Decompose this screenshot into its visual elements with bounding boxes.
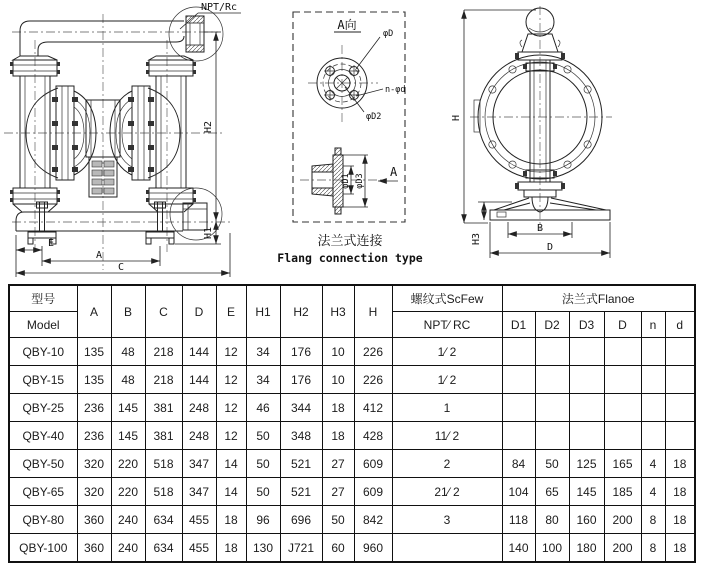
dim-h2-cell: 176 (280, 366, 322, 394)
dim-c-cell: 634 (145, 506, 182, 534)
flange-d-small-cell: 18 (665, 506, 695, 534)
flange-n-cell: 8 (641, 506, 665, 534)
centerlines (470, 6, 612, 230)
flange-d3-cell (569, 338, 604, 366)
dim-h1-cell: 96 (246, 506, 280, 534)
dimension-lines (464, 10, 610, 258)
dim-h3-cell: 18 (322, 394, 354, 422)
dim-e-cell: 18 (216, 506, 246, 534)
a-direction-label: A (390, 165, 398, 179)
right-column (146, 56, 196, 212)
side-view-drawing (450, 0, 705, 283)
model-cell: QBY-65 (9, 478, 77, 506)
dim-e-cell: 12 (216, 366, 246, 394)
dim-label-b: B (536, 223, 544, 234)
flange-d2-cell (535, 338, 569, 366)
flange-d1-cell (502, 394, 535, 422)
dim-h-cell: 412 (354, 394, 392, 422)
label-phi-d2: φD2 (366, 112, 382, 122)
top-manifold-pipe (20, 21, 184, 56)
flange-d-small-cell (665, 338, 695, 366)
flange-n-cell (641, 338, 665, 366)
flange-d-small-cell: 18 (665, 450, 695, 478)
dim-h-cell: 226 (354, 366, 392, 394)
flange-d3-cell (569, 394, 604, 422)
dim-h-cell: 609 (354, 478, 392, 506)
dim-c-cell: 518 (145, 478, 182, 506)
flange-d3-cell: 125 (569, 450, 604, 478)
dim-b-cell: 48 (111, 366, 145, 394)
npt-cell: 1⁄ 2 (392, 366, 502, 394)
dim-h1-cell: 50 (246, 478, 280, 506)
dim-h2-cell: 521 (280, 478, 322, 506)
dim-label-h3: H3 (471, 232, 482, 246)
npt-cell: 1 (392, 394, 502, 422)
leader-n-phi-d (356, 89, 383, 96)
header-flange-group: 法兰式Flanoe (502, 285, 695, 312)
dim-a-cell: 135 (77, 338, 111, 366)
header-model-cn: 型号 (9, 285, 77, 312)
table-row (9, 338, 695, 366)
flange-d2-cell (535, 394, 569, 422)
flange-d1-cell (502, 422, 535, 450)
dim-h3-cell: 27 (322, 478, 354, 506)
dim-h1-cell: 50 (246, 422, 280, 450)
header-dim-c: C (145, 285, 182, 338)
outlet-ball (515, 8, 565, 60)
dim-e-cell: 12 (216, 338, 246, 366)
dim-c-cell: 218 (145, 366, 182, 394)
flange-d-cell (604, 394, 641, 422)
dim-h1-cell: 34 (246, 366, 280, 394)
flange-d1-cell: 118 (502, 506, 535, 534)
dim-h3-cell: 10 (322, 366, 354, 394)
table-row (9, 478, 695, 506)
dim-h2-cell: 176 (280, 338, 322, 366)
flange-d3-cell (569, 422, 604, 450)
dim-h1-cell: 46 (246, 394, 280, 422)
model-cell: QBY-80 (9, 506, 77, 534)
label-phi-d1: φD1 (341, 173, 351, 189)
dim-h-cell: 428 (354, 422, 392, 450)
header-model-en: Model (9, 312, 77, 338)
dim-b-cell: 220 (111, 450, 145, 478)
label-phi-d3: φD3 (355, 173, 365, 189)
table-header (9, 285, 695, 338)
flange-view-drawing (250, 0, 455, 283)
dim-h2-cell: 344 (280, 394, 322, 422)
model-cell: QBY-25 (9, 394, 77, 422)
flange-d2-cell (535, 422, 569, 450)
flange-d-cell: 165 (604, 450, 641, 478)
dim-c-cell: 218 (145, 338, 182, 366)
flange-d1-cell (502, 338, 535, 366)
flange-d-cell (604, 338, 641, 366)
detail-frame (293, 12, 405, 222)
header-flange-d2: D2 (535, 312, 569, 338)
flange-d-cell (604, 422, 641, 450)
dim-h1-cell: 50 (246, 450, 280, 478)
dim-d-cell: 347 (182, 450, 216, 478)
flange-d3-cell (569, 366, 604, 394)
dim-e-cell: 12 (216, 394, 246, 422)
flange-n-cell (641, 394, 665, 422)
header-dim-b: B (111, 285, 145, 338)
npt-cell: 21⁄ 2 (392, 478, 502, 506)
dim-d-cell: 347 (182, 478, 216, 506)
flange-d-small-cell (665, 366, 695, 394)
flange-d1-cell: 84 (502, 450, 535, 478)
flange-d-cell: 200 (604, 534, 641, 563)
header-dim-h1: H1 (246, 285, 280, 338)
dim-e-cell: 14 (216, 450, 246, 478)
flange-d-small-cell (665, 394, 695, 422)
table-row (9, 366, 695, 394)
table-row (9, 450, 695, 478)
dim-a-cell: 360 (77, 506, 111, 534)
flange-d-small-cell (665, 422, 695, 450)
flange-d2-cell: 50 (535, 450, 569, 478)
dim-h-cell: 842 (354, 506, 392, 534)
dim-a-cell: 320 (77, 478, 111, 506)
dim-d-cell: 455 (182, 506, 216, 534)
model-cell: QBY-40 (9, 422, 77, 450)
dim-h3-cell: 18 (322, 422, 354, 450)
npt-cell: 2 (392, 450, 502, 478)
dim-label-c: C (117, 262, 125, 273)
flange-n-cell (641, 422, 665, 450)
header-dim-h: H (354, 285, 392, 338)
flange-d2-cell: 65 (535, 478, 569, 506)
dim-c-cell: 381 (145, 422, 182, 450)
header-flange-d1: D1 (502, 312, 535, 338)
flange-n-cell: 4 (641, 450, 665, 478)
dim-d-cell: 144 (182, 366, 216, 394)
header-dim-a: A (77, 285, 111, 338)
npt-label: NPT/Rc (200, 2, 238, 13)
table-row (9, 422, 695, 450)
dim-b-cell: 145 (111, 394, 145, 422)
dim-a-cell: 360 (77, 534, 111, 563)
flange-d2-cell: 80 (535, 506, 569, 534)
dim-a-cell: 236 (77, 422, 111, 450)
dim-h-cell: 609 (354, 450, 392, 478)
dim-a-cell: 236 (77, 394, 111, 422)
npt-cell: 3 (392, 506, 502, 534)
dim-h2-cell: 521 (280, 450, 322, 478)
header-flange-d3: D3 (569, 312, 604, 338)
dim-h2-cell: 348 (280, 422, 322, 450)
flange-d1-cell: 104 (502, 478, 535, 506)
dim-b-cell: 48 (111, 338, 145, 366)
caption-chinese: 法兰式连接 (317, 234, 383, 249)
flange-d2-cell (535, 366, 569, 394)
flange-d-small-cell: 18 (665, 478, 695, 506)
npt-cell: 11⁄ 2 (392, 422, 502, 450)
dim-h1-cell: 130 (246, 534, 280, 563)
header-dim-d: D (182, 285, 216, 338)
dim-d-cell: 248 (182, 422, 216, 450)
flange-d3-cell: 160 (569, 506, 604, 534)
dim-label-h2: H2 (203, 120, 214, 134)
npt-cell: 1⁄ 2 (392, 338, 502, 366)
header-dim-h3: H3 (322, 285, 354, 338)
label-n-phi-d: n-φd (385, 85, 406, 95)
flange-d1-cell: 140 (502, 534, 535, 563)
header-screw-group: 螺纹式ScFew (392, 285, 502, 312)
dim-e-cell: 14 (216, 478, 246, 506)
npt-cell (392, 534, 502, 563)
caption-english: Flang connection type (277, 251, 423, 265)
header-flange-d: D (604, 312, 641, 338)
npt-leader-line (180, 13, 241, 29)
table-row (9, 534, 695, 563)
detail-circle-bottom (170, 188, 222, 240)
dim-c-cell: 518 (145, 450, 182, 478)
dim-c-cell: 381 (145, 394, 182, 422)
header-dim-h2: H2 (280, 285, 322, 338)
dim-d-cell: 455 (182, 534, 216, 563)
dim-label-a: A (95, 250, 103, 261)
dim-a-cell: 320 (77, 450, 111, 478)
dim-h3-cell: 60 (322, 534, 354, 563)
flange-d2-cell: 100 (535, 534, 569, 563)
flange-d-small-cell: 18 (665, 534, 695, 563)
dim-h-cell: 226 (354, 338, 392, 366)
leader-phi-d (356, 37, 380, 69)
label-phi-d: φD (383, 29, 394, 39)
dim-h2-cell: J721 (280, 534, 322, 563)
dim-label-h: H (451, 114, 462, 122)
dimension-table (8, 284, 696, 563)
dim-label-e: E (47, 238, 55, 249)
dimension-table-body (9, 338, 695, 563)
dim-h3-cell: 27 (322, 450, 354, 478)
flange-d1-cell (502, 366, 535, 394)
header-screw-sub: NPT⁄ RC (392, 312, 502, 338)
flange-d-cell: 185 (604, 478, 641, 506)
flange-n-cell (641, 366, 665, 394)
header-flange-d-small: d (665, 312, 695, 338)
dim-a-cell: 135 (77, 366, 111, 394)
model-cell: QBY-100 (9, 534, 77, 563)
dim-label-d: D (546, 242, 554, 253)
center-body (86, 100, 120, 197)
dim-h2-cell: 696 (280, 506, 322, 534)
model-cell: QBY-10 (9, 338, 77, 366)
dim-d-cell: 248 (182, 394, 216, 422)
dim-e-cell: 12 (216, 422, 246, 450)
flange-n-cell: 8 (641, 534, 665, 563)
model-cell: QBY-15 (9, 366, 77, 394)
dim-c-cell: 634 (145, 534, 182, 563)
dim-b-cell: 145 (111, 422, 145, 450)
dim-h1-cell: 34 (246, 338, 280, 366)
right-foot (146, 202, 174, 244)
dim-e-cell: 18 (216, 534, 246, 563)
dim-label-h1: H1 (203, 226, 214, 240)
model-cell: QBY-50 (9, 450, 77, 478)
dim-h3-cell: 10 (322, 338, 354, 366)
header-flange-n: n (641, 312, 665, 338)
dim-b-cell: 240 (111, 506, 145, 534)
base-foot (490, 182, 610, 220)
front-view-drawing (0, 0, 250, 283)
table-row (9, 506, 695, 534)
flange-d-cell: 200 (604, 506, 641, 534)
flange-n-cell: 4 (641, 478, 665, 506)
dim-b-cell: 220 (111, 478, 145, 506)
flange-d-cell (604, 366, 641, 394)
header-dim-e: E (216, 285, 246, 338)
dim-b-cell: 240 (111, 534, 145, 563)
flange-d3-cell: 180 (569, 534, 604, 563)
view-title: A向 (337, 18, 357, 32)
table-row (9, 394, 695, 422)
dim-h3-cell: 50 (322, 506, 354, 534)
flange-d3-cell: 145 (569, 478, 604, 506)
dim-d-cell: 144 (182, 338, 216, 366)
dim-h-cell: 960 (354, 534, 392, 563)
